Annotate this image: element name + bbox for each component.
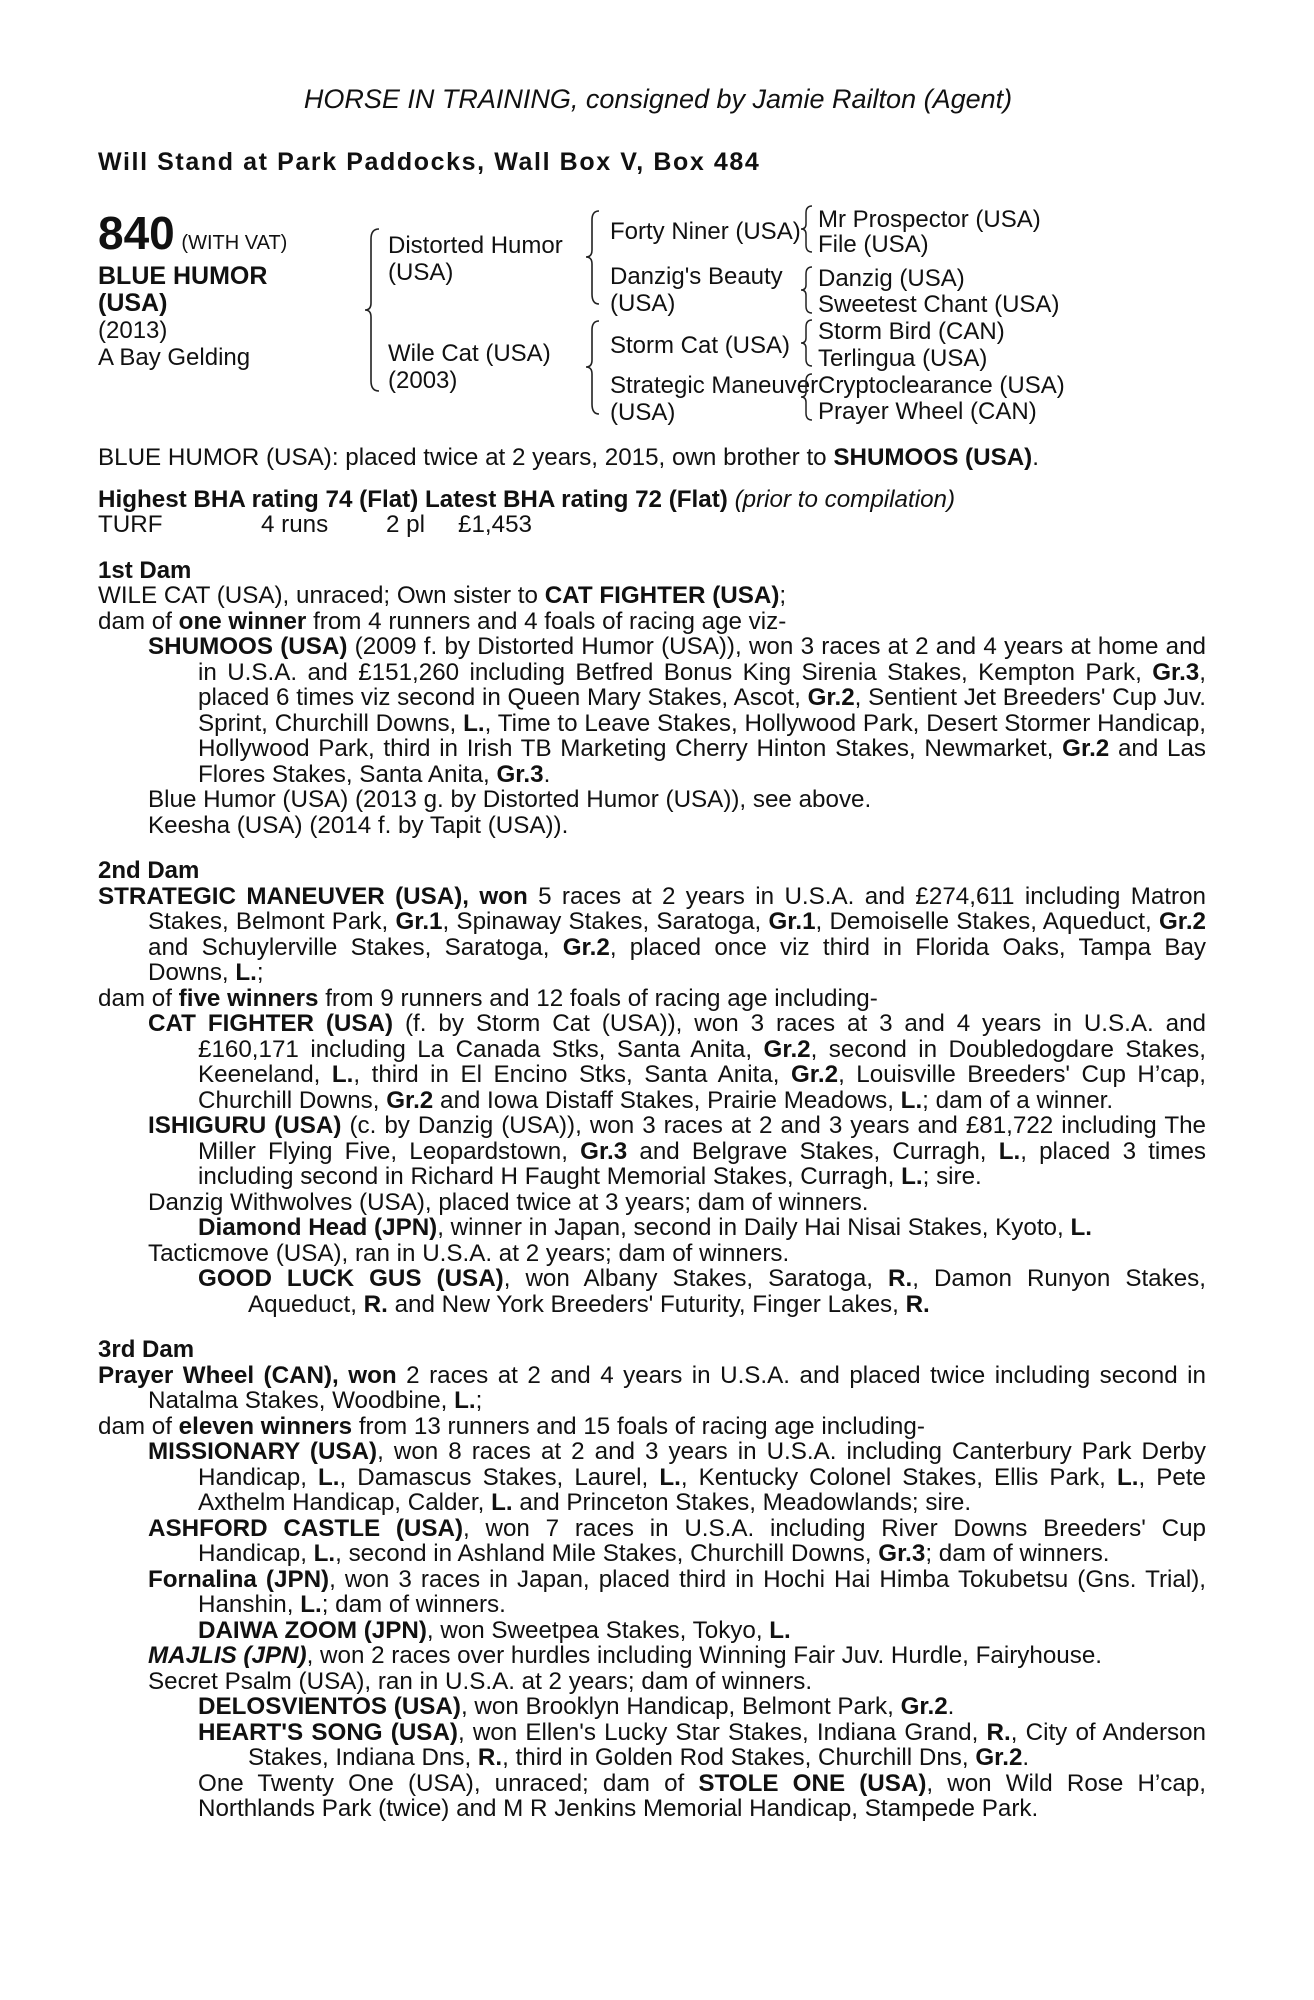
- ped-sdd: Sweetest Chant (USA): [818, 291, 1060, 318]
- second-dam-produce: dam of five winners from 9 runners and 12 foals of racing age including-: [98, 984, 878, 1012]
- stand-location: Will Stand at Park Paddocks, Wall Box V, Box 484: [98, 148, 761, 176]
- progeny-missionary: MISSIONARY (USA), won 8 races at 2 and 3 years in U.S.A. including Canterbury Park Derby Handicap, L., Damascus Stakes, Laurel, L., Kentucky Colonel Stakes, Ellis Park, L., Pete Axthelm Handicap, Calder, L. and Princeton Stakes, Meadowlands; sire.: [148, 1438, 1207, 1516]
- progeny-majlis: MAJLIS (JPN), won 2 races over hurdles including Winning Fair Juv. Hurdle, Fairyhouse.: [148, 1642, 1102, 1669]
- progeny-diamond-head: Diamond Head (JPN), winner in Japan, second in Daily Hai Nisai Stakes, Kyoto, L.: [198, 1214, 1092, 1241]
- first-dam-heading: 1st Dam: [98, 556, 192, 584]
- horse-name-2: (USA): [98, 289, 168, 317]
- ped-dss: Storm Bird (CAN): [818, 318, 1005, 345]
- third-dam-record: Prayer Wheel (CAN), won 2 races at 2 and 4 years in U.S.A. and placed twice including second in Natalma Stakes, Woodbine, L.;: [98, 1361, 1206, 1414]
- progeny-tacticmove: Tacticmove (USA), ran in U.S.A. at 2 years; dam of winners.: [148, 1239, 790, 1267]
- sire-sire: Forty Niner (USA): [610, 218, 801, 245]
- lot-number: 840: [98, 207, 175, 259]
- brace-ss: [798, 204, 816, 256]
- page-header: HORSE IN TRAINING, consigned by Jamie Railton (Agent): [303, 84, 1013, 114]
- race-record: TURF 4 runs 2 pl £1,453: [98, 511, 532, 538]
- dam-line1: Wile Cat (USA): [388, 340, 551, 367]
- ped-ddd: Prayer Wheel (CAN): [818, 398, 1037, 425]
- progeny-daiwa-zoom: DAIWA ZOOM (JPN), won Sweetpea Stakes, Tokyo, L.: [198, 1616, 791, 1644]
- vat-note: (WITH VAT): [181, 232, 288, 254]
- brace-dd: [798, 372, 816, 424]
- progeny-shumoos: SHUMOOS (USA) (2009 f. by Distorted Humor (USA)), won 3 races at 2 and 4 years at home and in U.S.A. and £151,260 including Betfred Bonus King Sirenia Stakes, Kempton Park, Gr.3, placed 6 times viz second in Queen Mary Stakes, Ascot, Gr.2, Sentient Jet Breeders' Cup Juv. Sprint, Churchill Downs, L., Time to Leave Stakes, Hollywood Park, Desert Stormer Handicap, Hollywood Park, third in Irish TB Marketing Cherry Hinton Stakes, Newmarket, Gr.2 and Las Flores Stakes, Santa Anita, Gr.3.: [148, 633, 1207, 788]
- dam: [388, 340, 551, 394]
- progeny-delosvientos: DELOSVIENTOS (USA), won Brooklyn Handicap, Belmont Park, Gr.2.: [198, 1693, 955, 1720]
- catalogue-body: [98, 445, 1206, 1822]
- sire-dam: [610, 263, 783, 317]
- sire-line1: Distorted Humor: [388, 232, 563, 259]
- progeny-cat-fighter: CAT FIGHTER (USA) (f. by Storm Cat (USA)), won 3 races at 3 and 4 years in U.S.A. and £160,171 including La Canada Stks, Santa Anita, Gr.2, second in Doubledogdare Stakes, Keeneland, L., third in El Encino Stks, Santa Anita, Gr.2, Louisville Breeders' Cup H’cap, Churchill Downs, Gr.2 and Iowa Distaff Stakes, Prairie Meadows, L.; dam of a winner.: [148, 1010, 1206, 1114]
- sire-line2: (USA): [388, 259, 454, 286]
- dam-dam-line1: Strategic Maneuver: [610, 372, 819, 399]
- brace-sd: [798, 265, 816, 317]
- sire-dam-line1: Danzig's Beauty: [610, 263, 783, 290]
- horse-name-1: BLUE HUMOR: [98, 262, 268, 290]
- foal-year: (2013): [98, 317, 168, 344]
- third-dam-produce: dam of eleven winners from 13 runners and 15 foals of racing age including-: [98, 1412, 925, 1440]
- ped-dsd: Terlingua (USA): [818, 345, 988, 372]
- ped-dds: Cryptoclearance (USA): [818, 372, 1065, 399]
- progeny-fornalina: Fornalina (JPN), won 3 races in Japan, placed third in Hochi Hai Himba Tokubetsu (Gns. Trial), Hanshin, L.; dam of winners.: [148, 1565, 1206, 1618]
- summary-line: BLUE HUMOR (USA): placed twice at 2 years, 2015, own brother to SHUMOOS (USA).: [98, 444, 1039, 471]
- progeny-danzig-withwolves: Danzig Withwolves (USA), placed twice at 3 years; dam of winners.: [148, 1188, 869, 1216]
- ped-sss: Mr Prospector (USA): [818, 206, 1041, 233]
- second-dam-record: STRATEGIC MANEUVER (USA), won 5 races at 2 years in U.S.A. and £274,611 including Matron Stakes, Belmont Park, Gr.1, Spinaway Stakes, Saratoga, Gr.1, Demoiselle Stakes, Aqueduct, Gr.2 and Schuylerville Stakes, Saratoga, Gr.2, placed once viz third in Florida Oaks, Tampa Bay Downs, L.;: [98, 882, 1207, 986]
- horse-description: A Bay Gelding: [98, 344, 251, 371]
- rating-line: Highest BHA rating 74 (Flat) Latest BHA rating 72 (Flat) (prior to compilation): [98, 485, 956, 513]
- pedigree-brace-main: [363, 225, 383, 395]
- pedigree-brace-dam: [583, 318, 603, 418]
- dam-line2: (2003): [388, 367, 458, 394]
- sire-dam-line2: (USA): [610, 290, 676, 317]
- progeny-keesha: Keesha (USA) (2014 f. by Tapit (USA)).: [148, 811, 569, 839]
- sire: [388, 232, 563, 286]
- first-dam-line2: dam of one winner from 4 runners and 4 foals of racing age viz-: [98, 607, 787, 635]
- brace-ds: [798, 318, 816, 370]
- lot-info: [98, 207, 328, 371]
- first-dam-line1: WILE CAT (USA), unraced; Own sister to CAT FIGHTER (USA);: [98, 582, 787, 609]
- dam-dam-line2: (USA): [610, 399, 676, 426]
- progeny-one-twenty-one: One Twenty One (USA), unraced; dam of STOLE ONE (USA), won Wild Rose H’cap, Northlands Park (twice) and M R Jenkins Memorial Handicap, Stampede Park.: [198, 1769, 1207, 1822]
- progeny-blue-humor: Blue Humor (USA) (2013 g. by Distorted Humor (USA)), see above.: [148, 786, 872, 813]
- third-dam-heading: 3rd Dam: [98, 1336, 195, 1363]
- ped-sds: Danzig (USA): [818, 265, 965, 292]
- dam-dam: [610, 372, 818, 426]
- progeny-secret-psalm: Secret Psalm (USA), ran in U.S.A. at 2 years; dam of winners.: [148, 1667, 813, 1695]
- ped-ssd: File (USA): [818, 231, 929, 258]
- progeny-hearts-song: HEART'S SONG (USA), won Ellen's Lucky Star Stakes, Indiana Grand, R., City of Anderson Stakes, Indiana Dns, R., third in Golden Rod Stakes, Churchill Dns, Gr.2.: [198, 1718, 1206, 1771]
- second-dam-heading: 2nd Dam: [98, 857, 200, 884]
- pedigree-brace-sire: [583, 208, 603, 308]
- progeny-ashford-castle: ASHFORD CASTLE (USA), won 7 races in U.S.A. including River Downs Breeders' Cup Handicap, L., second in Ashland Mile Stakes, Churchill Downs, Gr.3; dam of winners.: [148, 1514, 1206, 1567]
- progeny-good-luck-gus: GOOD LUCK GUS (USA), won Albany Stakes, Saratoga, R., Damon Runyon Stakes, Aqueduct, R. and New York Breeders' Futurity, Finger Lakes, R.: [198, 1265, 1206, 1318]
- progeny-ishiguru: ISHIGURU (USA) (c. by Danzig (USA)), won 3 races at 2 and 3 years and £81,722 including The Miller Flying Five, Leopardstown, Gr.3 and Belgrave Stakes, Curragh, L., placed 3 times including second in Richard H Faught Memorial Stakes, Curragh, L.; sire.: [148, 1112, 1206, 1190]
- dam-sire: Storm Cat (USA): [610, 332, 791, 359]
